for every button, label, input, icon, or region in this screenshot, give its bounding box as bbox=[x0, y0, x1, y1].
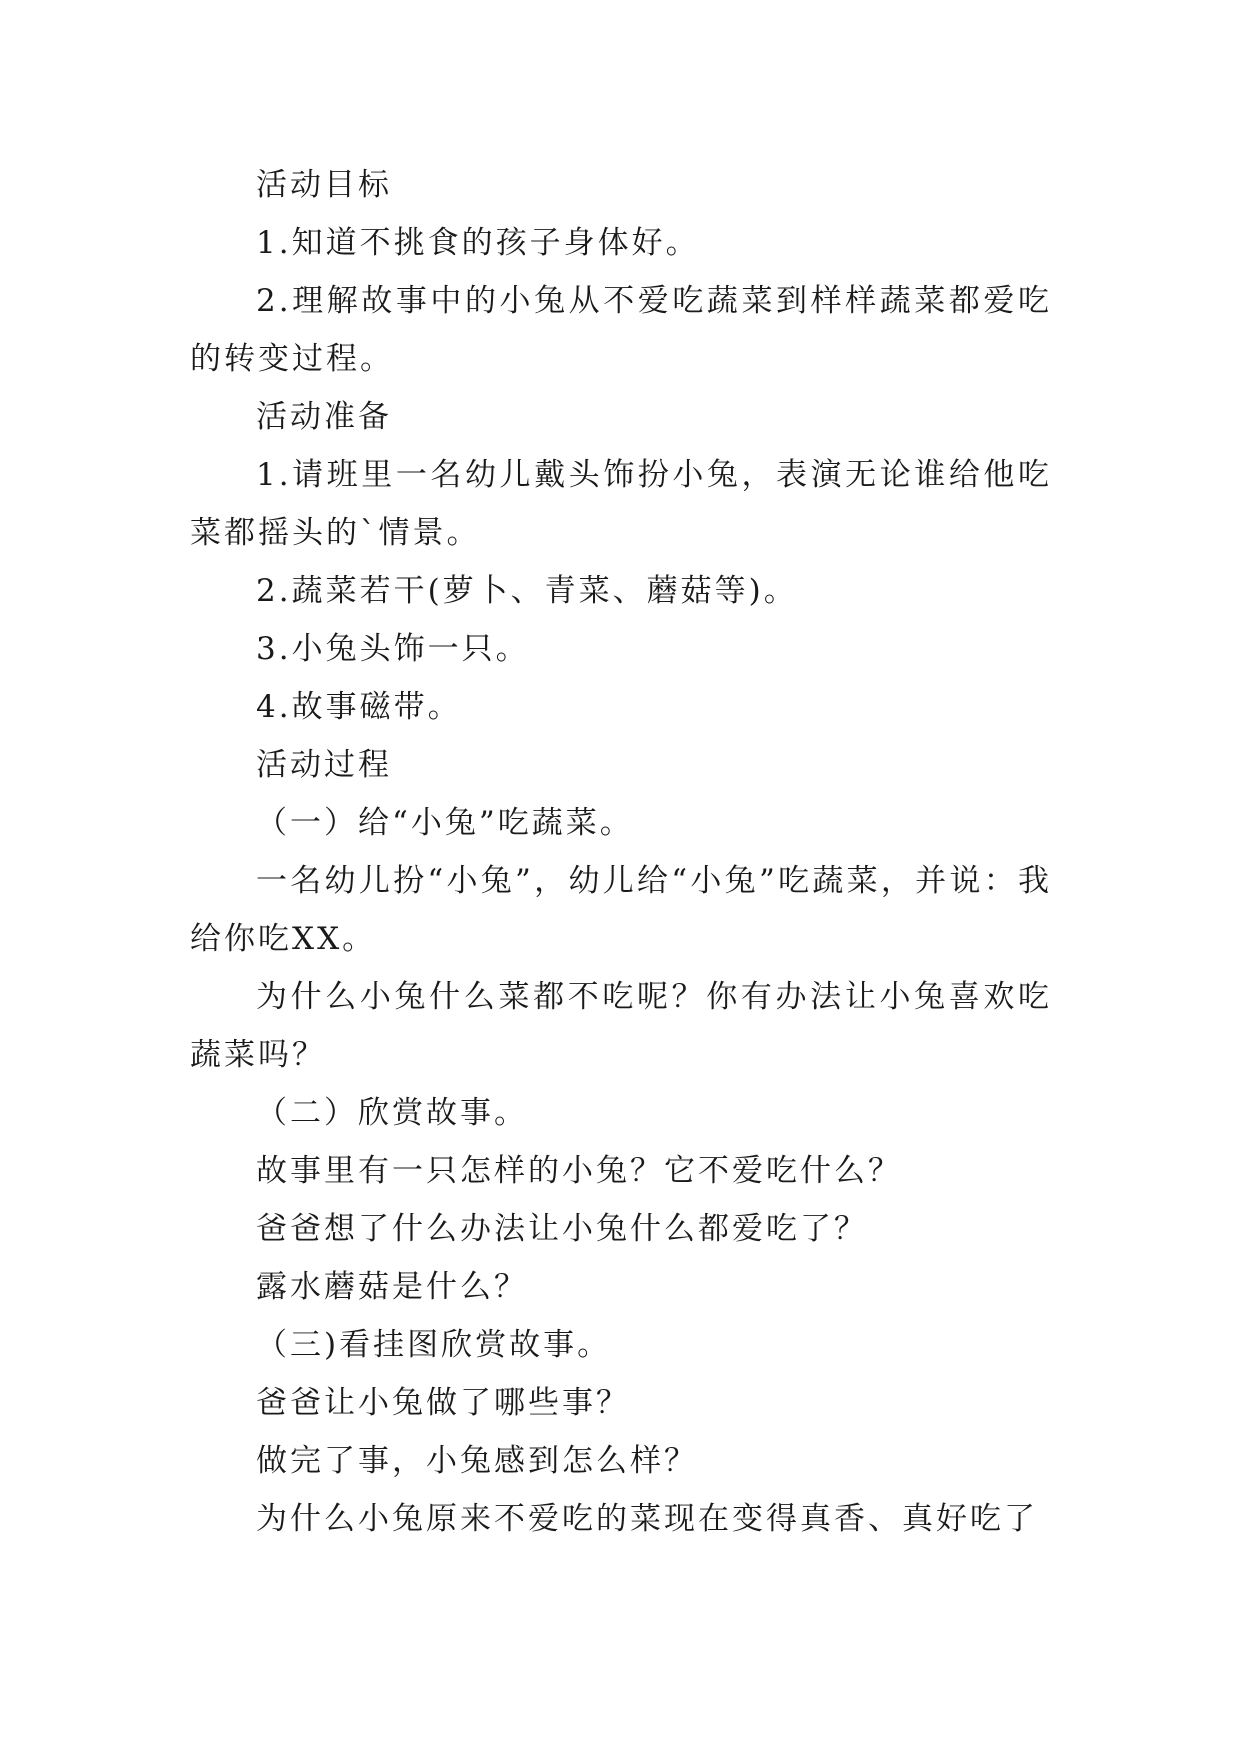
heading-activity-process: 活动过程 bbox=[256, 747, 392, 783]
prep-item-4: 4.故事磁带。 bbox=[256, 689, 462, 725]
section-3-question-3: 为什么小兔原来不爱吃的菜现在变得真香、真好吃了 bbox=[256, 1501, 1038, 1537]
prep-item-1: 1.请班里一名幼儿戴头饰扮小兔，表演无论谁给他吃菜都摇头的`情景。 bbox=[190, 457, 1052, 551]
section-1-title: （一）给“小兔”吃蔬菜。 bbox=[256, 805, 634, 841]
heading-activity-preparation: 活动准备 bbox=[256, 399, 392, 435]
section-2-title: （二）欣赏故事。 bbox=[256, 1095, 528, 1131]
goal-item-2: 2.理解故事中的小兔从不爱吃蔬菜到样样蔬菜都爱吃的转变过程。 bbox=[190, 283, 1052, 377]
section-1-question: 为什么小兔什么菜都不吃呢？你有办法让小兔喜欢吃蔬菜吗？ bbox=[190, 979, 1052, 1073]
section-2-question-1: 故事里有一只怎样的小兔？它不爱吃什么？ bbox=[256, 1153, 902, 1189]
section-2-question-2: 爸爸想了什么办法让小兔什么都爱吃了？ bbox=[256, 1211, 868, 1247]
section-3-title: （三)看挂图欣赏故事。 bbox=[256, 1327, 612, 1363]
prep-item-2: 2.蔬菜若干(萝卜、青菜、蘑菇等)。 bbox=[256, 573, 798, 609]
goal-item-1: 1.知道不挑食的孩子身体好。 bbox=[256, 225, 700, 261]
section-3-question-2: 做完了事，小兔感到怎么样？ bbox=[256, 1443, 698, 1479]
section-2-question-3: 露水蘑菇是什么？ bbox=[256, 1269, 528, 1305]
prep-item-3: 3.小兔头饰一只。 bbox=[256, 631, 530, 667]
section-3-question-1: 爸爸让小兔做了哪些事？ bbox=[256, 1385, 630, 1421]
heading-activity-goals: 活动目标 bbox=[256, 167, 392, 203]
section-1-body: 一名幼儿扮“小兔”，幼儿给“小兔”吃蔬菜，并说：我给你吃XX。 bbox=[190, 863, 1052, 957]
